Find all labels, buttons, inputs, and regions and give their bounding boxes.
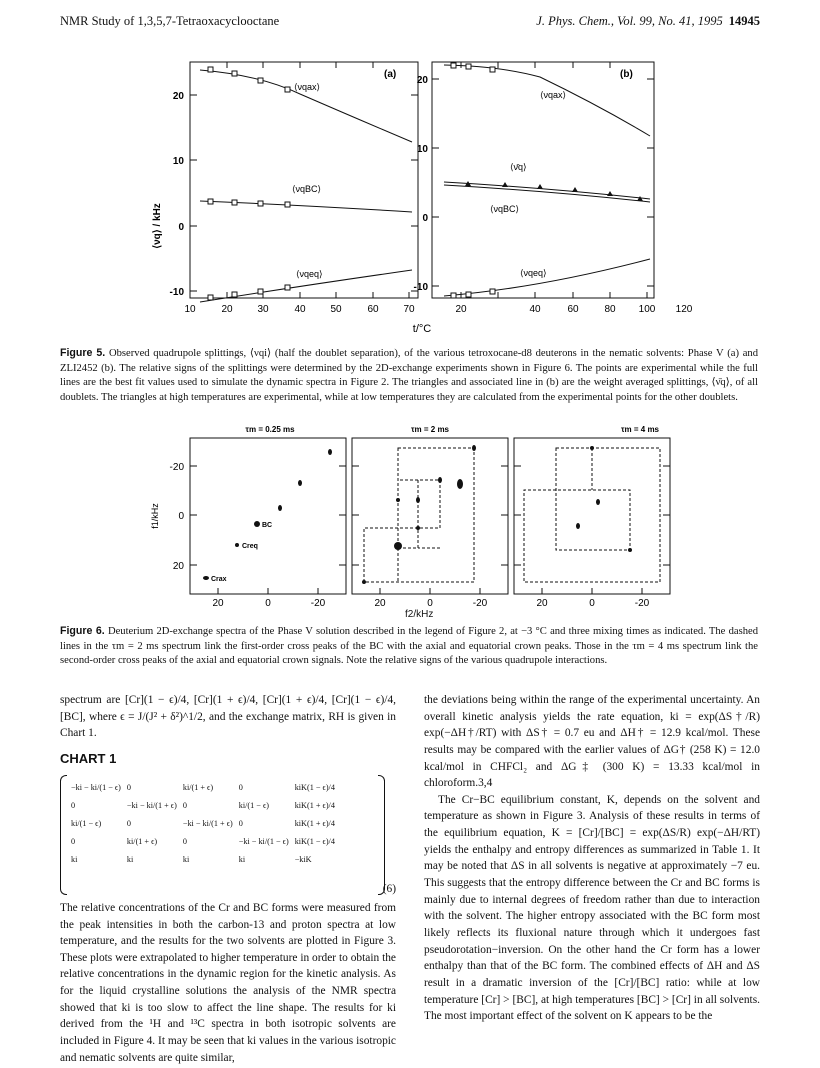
matrix-cell: −ki − ki/(1 + ϵ) — [182, 818, 233, 828]
matrix-cell: −ki − ki/(1 − ϵ) — [71, 782, 121, 792]
fig5-panel-label-a: (a) — [384, 69, 397, 80]
fig6-panel-3-frame — [514, 438, 670, 594]
figure-6 — [0, 420, 820, 610]
matrix-row — [68, 779, 338, 797]
fig6-peak — [362, 580, 366, 584]
data-point — [285, 285, 290, 290]
fig6-panel-1-frame — [190, 438, 346, 594]
fig5-ytick: 10 — [416, 144, 428, 155]
matrix-cell: ki/(1 − ϵ) — [238, 800, 269, 810]
chart-1-title: CHART 1 — [60, 750, 117, 766]
matrix-row — [68, 833, 338, 851]
fig6-peak — [396, 498, 400, 502]
matrix-cell: −ki − ki/(1 − ϵ) — [238, 836, 289, 846]
fig5a-bc-label: ⟨νqBC⟩ — [292, 184, 322, 194]
fig5a-xtick: 30 — [257, 304, 269, 315]
fig5a-eq-label: ⟨νqeq⟩ — [296, 269, 323, 279]
data-point — [208, 199, 213, 204]
fig5-panel-a-frame — [190, 62, 418, 298]
right-column — [424, 692, 760, 1025]
fig5-ytick: -10 — [169, 287, 184, 298]
data-point — [490, 289, 495, 294]
data-point — [285, 202, 290, 207]
matrix-row — [68, 797, 338, 815]
fig6-peak — [278, 505, 282, 511]
fig6-panel-title: τm = 4 ms — [620, 425, 660, 434]
fig5b-bc-curve — [444, 185, 650, 202]
data-point — [466, 64, 471, 69]
matrix-cell: ki/(1 + ϵ) — [182, 782, 214, 792]
matrix-cell: kiK(1 − ϵ)/4 — [294, 782, 335, 792]
data-point — [208, 295, 213, 300]
fig6-xtick: 20 — [212, 598, 224, 609]
fig5a-xtick: 20 — [221, 304, 233, 315]
matrix-row — [68, 815, 338, 833]
figure-5 — [0, 50, 820, 350]
fig6-peak — [457, 479, 463, 489]
data-point — [258, 289, 263, 294]
matrix-cell: ki — [71, 854, 78, 864]
matrix-cell: 0 — [238, 818, 243, 828]
matrix-cell: 0 — [238, 782, 243, 792]
fig5b-eq-label: ⟨νqeq⟩ — [520, 268, 547, 278]
matrix-cell: −kiK — [294, 854, 312, 864]
fig5-ytick: 20 — [172, 91, 184, 102]
fig6-xtick: 0 — [589, 598, 595, 609]
fig6-peak — [438, 477, 442, 483]
fig6-2ms-crosspeak-link — [364, 448, 474, 582]
fig5-panel-label-b: (b) — [620, 69, 633, 80]
matrix-cell: 0 — [71, 800, 76, 810]
fig6-panel-2-frame — [352, 438, 508, 594]
fig6-peak — [298, 480, 302, 486]
journal-citation: J. Phys. Chem., Vol. 99, No. 41, 1995 14945 — [536, 14, 760, 28]
matrix-cell: 0 — [126, 818, 132, 828]
fig5b-xtick: 60 — [567, 304, 579, 315]
fig5a-xtick: 60 — [367, 304, 379, 315]
running-title: NMR Study of 1,3,5,7-Tetraoxacyclooctane — [60, 14, 280, 28]
fig5b-xtick: 80 — [604, 304, 616, 315]
figure-6-caption: Figure 6. Deuterium 2D-exchange spectra of the Phase V solution described in the legend of Figure 2, at −3 °C and three mixing times as indicated. The dashed lines in the τm = 2 ms spectrum link the first-order cross peaks of the BC with the axial and equatorial crown peaks. Those in the τm = 4 ms spectrum link the second-order cross peaks of the axial and equatorial crown signals. Note the relative signs of the various quadrupole interactions. — [60, 625, 758, 667]
fig6-peak — [472, 445, 476, 451]
data-point — [258, 78, 263, 83]
matrix-cell: ki — [182, 854, 190, 864]
fig5-ytick: 20 — [416, 75, 428, 86]
paragraph: The relative concentrations of the Cr and BC forms were measured from the peak intensities in both the carbon-13 and proton spectra at low temperature, and the results for the two solvents are plotted in Figure 3. These plots were extrapolated to higher temperature in order to obtain the relative concentrations in the dynamic region for the kinetic analysis. As for the liquid crystalline solutions the analysis of the NMR spectra showed that ki is too slow to affect the line shape. The results for ki derived from the ¹H and ¹³C spectra in both isotropic solvents are included in Figure 4. It may be seen that ki values in the various isotropic and nematic solvents are quite similar, — [60, 901, 396, 1064]
data-point — [208, 67, 213, 72]
fig6-ytick: -20 — [169, 462, 184, 473]
matrix-cell: ki/(1 + ϵ) — [126, 836, 158, 846]
matrix-cell: 0 — [182, 800, 187, 810]
fig6-peak — [328, 449, 332, 455]
fig5b-eq-curve — [444, 259, 650, 296]
fig6-peak — [394, 542, 402, 550]
fig6-ylabel: f1/kHz — [150, 503, 160, 529]
fig5b-xtick: 20 — [455, 304, 467, 315]
matrix-cell: kiK(1 + ϵ)/4 — [294, 818, 335, 828]
paragraph: the deviations being within the range of the experimental uncertainty. An overall kinetic analysis yields the rate equation, ki = exp(ΔS†/R) exp(−ΔH†/RT) with ΔS† = 0.7 eu and ΔH† = 12.9 kcal/mol. These results may be compared with the earlier values of ΔG† (258 K) = 12.0 kcal/mol in CHFCl₂ and ΔG‡ (300 K) = 13.33 kcal/mol in chloroform.3,4 — [424, 694, 760, 790]
fig5a-xtick: 50 — [330, 304, 342, 315]
fig6-peak — [235, 543, 239, 547]
data-point — [466, 292, 471, 297]
fig5b-avg-label: ⟨ν̄q⟩ — [510, 162, 527, 172]
fig5-ytick: 0 — [178, 222, 184, 233]
data-point — [285, 87, 290, 92]
fig5a-ax-label: ⟨νqax⟩ — [294, 82, 321, 92]
matrix-cell: 0 — [126, 782, 132, 792]
data-point — [451, 63, 456, 68]
fig5a-xtick: 70 — [403, 304, 415, 315]
data-point — [232, 200, 237, 205]
paragraph: The Cr−BC equilibrium constant, K, depends on the solvent and temperature as shown in Figure 3. Analysis of these results in terms of the equilibrium equation, K = [Cr]/[BC] = exp(ΔS/R) exp(−ΔH/RT) yields the enthalpy and entropy differences as summarized in Table 1. It may be noted that ΔS in all solvents is negative at approximately −7 eu. This suggests that the entropy difference between the Cr and BC forms is mainly due to internal degrees of freedom rather than due to interaction with the solvent. The higher entropy associated with the BC form most likely reflects its fluxional nature through which it undergoes fast pseudorotation−inversion. On the other hand the Cr form has a lower enthalpy than that of the BC form. The combined effects of ΔH and ΔS result in a dramatic inversion of the [Cr]/[BC] ratio: while at low temperature [Cr] > [BC], at high temperatures [BC] > [Cr] in all solvents. The most important effect of the solvent on K appears to be the — [424, 793, 760, 1023]
fig6-ytick: 20 — [172, 561, 184, 572]
fig6-xtick: 0 — [265, 598, 271, 609]
matrix-cell: ki/(1 − ϵ) — [71, 818, 102, 828]
page-number: 14945 — [728, 14, 760, 28]
matrix-cell: kiK(1 − ϵ)/4 — [294, 836, 335, 846]
fig5-ytick: 10 — [172, 156, 184, 167]
fig6-peak — [628, 548, 632, 552]
fig5a-xtick: 40 — [294, 304, 306, 315]
fig5-ylabel: ⟨νq⟩ / kHz — [152, 203, 163, 249]
matrix-row — [68, 851, 338, 869]
fig6-xtick: -20 — [472, 598, 488, 609]
matrix-cell: ki — [238, 854, 246, 864]
fig6-xlabel: f2/kHz — [405, 609, 434, 620]
matrix-cell: 0 — [71, 836, 76, 846]
fig6-2ms-crosspeak-link — [398, 448, 440, 582]
fig6-panel-title: τm = 0.25 ms — [245, 425, 295, 434]
data-point — [490, 67, 495, 72]
fig6-peak — [590, 446, 594, 450]
fig6-peak — [596, 499, 600, 505]
fig6-xtick: 0 — [427, 598, 433, 609]
figure-5-caption: Figure 5. Observed quadrupole splittings, ⟨νqi⟩ (half the doublet separation), of the various tetroxocane-d8 deuterons in the nematic solvents: Phase V (a) and ZLI2452 (b). The relative signs of the splittings were determined by the 2D-exchange experiments shown in Figure 6. The points are experimental while the full lines are the best fit values used to simulate the dynamic spectra in Figure 2. The triangles and associated line in (b) are the weight averaged splittings, ⟨ν̄q⟩, of all doublets. The triangles at high temperatures are experimental, while at low temperatures they are calculated from the experimental points for the other doublets. — [60, 347, 759, 403]
running-header — [60, 14, 760, 32]
fig6-peak — [203, 576, 209, 580]
fig5b-xtick: 100 — [638, 304, 656, 315]
exchange-matrix — [60, 775, 396, 900]
fig6-peak — [416, 526, 420, 530]
fig6-peak — [576, 523, 580, 529]
equation-number: (6) — [382, 882, 396, 895]
fig5b-xtick: 120 — [675, 304, 693, 315]
fig6-peak — [254, 521, 260, 527]
data-point — [232, 71, 237, 76]
matrix-cell: kiK(1 + ϵ)/4 — [294, 800, 335, 810]
fig6-peak-label-creq: Creq — [242, 543, 258, 550]
fig6-4ms-crosspeak-link — [556, 448, 592, 550]
fig6-peak-label-crax: Crax — [211, 576, 227, 583]
fig5b-avg-curve — [444, 182, 650, 199]
fig6-xtick: -20 — [634, 598, 650, 609]
matrix-cell: 0 — [182, 836, 187, 846]
left-column — [60, 692, 396, 1066]
fig5a-ax-curve — [200, 70, 412, 142]
fig6-ytick: 0 — [178, 511, 184, 522]
fig5b-xtick: 40 — [529, 304, 541, 315]
paragraph: spectrum are [Cr](1 − ϵ)/4, [Cr](1 + ϵ)/4, [Cr](1 + ϵ)/4, [Cr](1 − ϵ)/4, [BC], where ϵ = J/(J² + δ²)^1/2, and the exchange matrix, RH is given in Chart 1. — [60, 694, 396, 740]
matrix-table — [68, 779, 338, 869]
fig6-peak — [416, 497, 420, 503]
fig6-xtick: -20 — [310, 598, 326, 609]
fig5b-ax-label: ⟨νqax⟩ — [540, 90, 567, 100]
fig5a-xtick: 10 — [184, 304, 196, 315]
fig5-ytick: -10 — [413, 282, 428, 293]
data-point — [232, 292, 237, 297]
data-point — [258, 201, 263, 206]
fig6-peak-label-bc: BC — [262, 522, 273, 529]
data-point — [451, 293, 456, 298]
matrix-cell: −ki − ki/(1 + ϵ) — [126, 800, 177, 810]
fig6-panel-title: τm = 2 ms — [410, 425, 450, 434]
fig5-xlabel: t/°C — [412, 323, 432, 335]
fig6-xtick: 20 — [536, 598, 548, 609]
fig5-ytick: 0 — [422, 213, 428, 224]
matrix-cell: ki — [126, 854, 134, 864]
fig5b-bc-label: ⟨νqBC⟩ — [490, 204, 520, 214]
fig6-xtick: 20 — [374, 598, 386, 609]
